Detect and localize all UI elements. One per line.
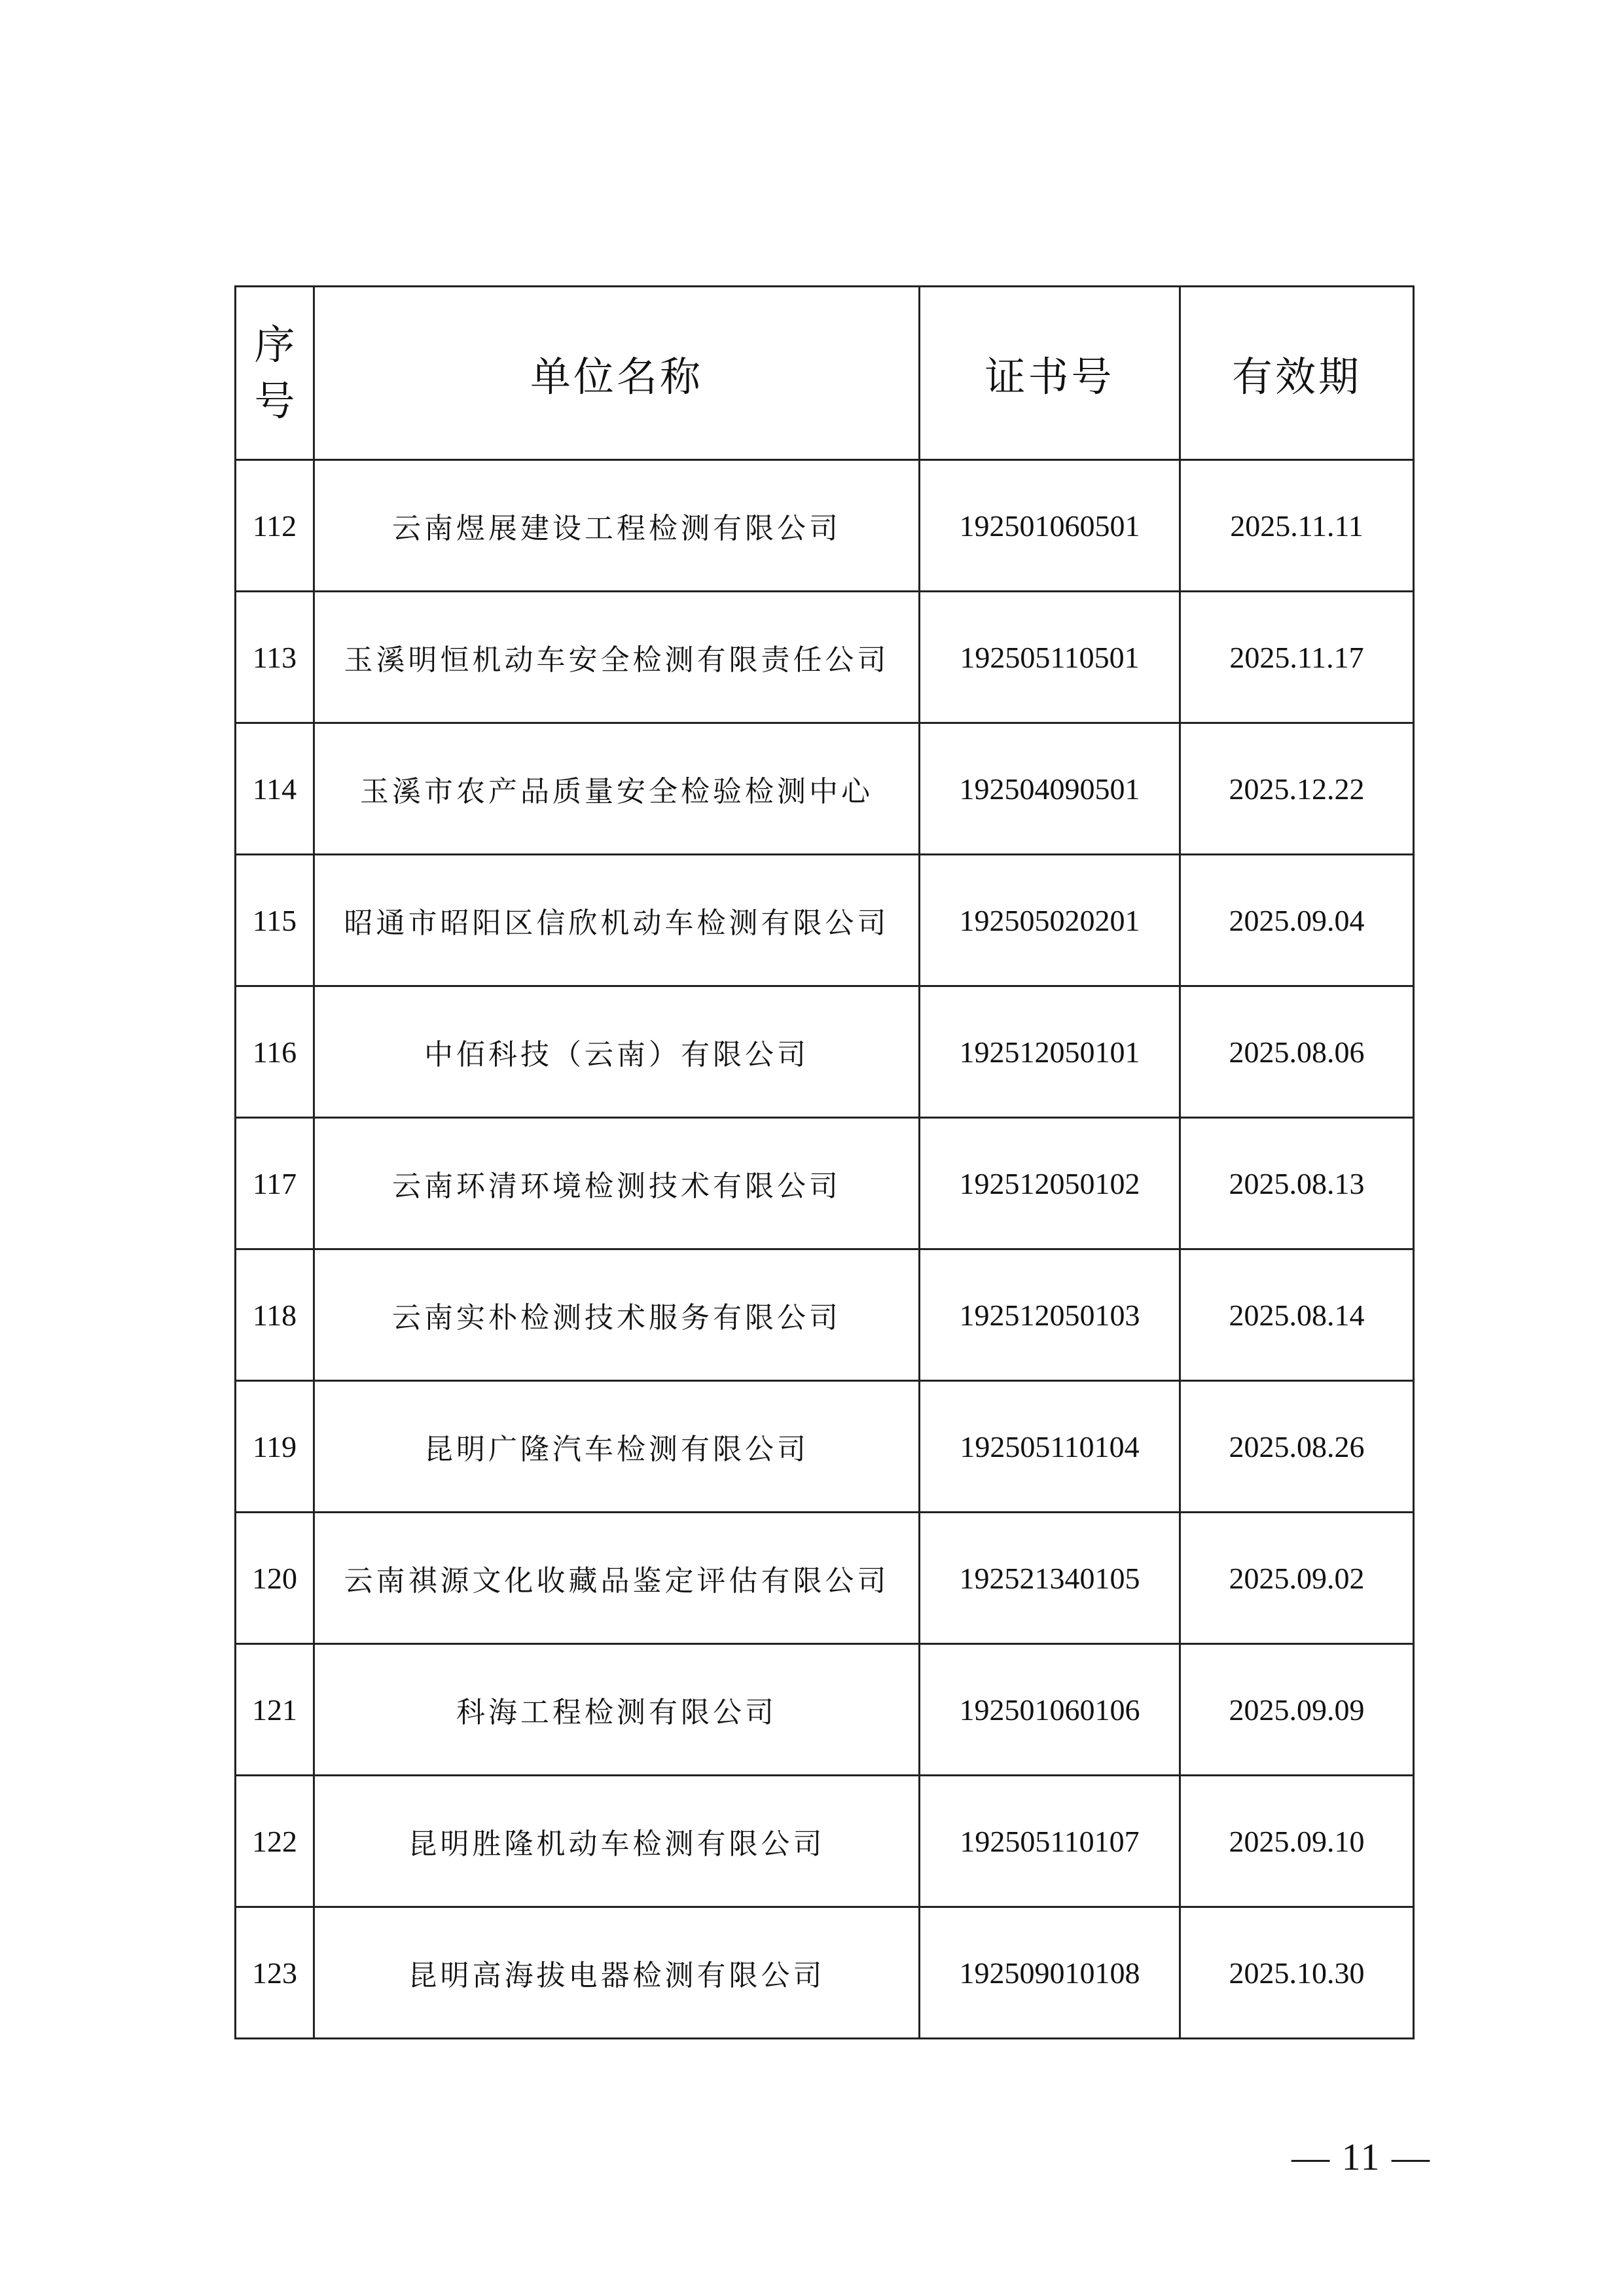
table-row <box>236 1381 1414 1513</box>
table-header-row <box>236 287 1414 460</box>
row-validity-date: 2025.12.22 <box>1180 723 1414 855</box>
row-unit-name: 云南煜展建设工程检测有限公司 <box>314 460 920 592</box>
table-row <box>236 723 1414 855</box>
header-validity-date: 有效期 <box>1180 287 1414 460</box>
table-row <box>236 1644 1414 1776</box>
header-unit-name: 单位名称 <box>314 287 920 460</box>
row-certificate-number: 192505020201 <box>920 855 1180 986</box>
row-unit-name: 云南环清环境检测技术有限公司 <box>314 1118 920 1249</box>
table-row <box>236 1907 1414 2039</box>
row-certificate-number: 192509010108 <box>920 1907 1180 2039</box>
row-unit-name: 昆明胜隆机动车检测有限公司 <box>314 1776 920 1907</box>
table-row <box>236 460 1414 592</box>
row-unit-name: 昆明广隆汽车检测有限公司 <box>314 1381 920 1513</box>
row-seq: 113 <box>236 592 314 723</box>
row-unit-name: 玉溪市农产品质量安全检验检测中心 <box>314 723 920 855</box>
row-certificate-number: 192521340105 <box>920 1513 1180 1644</box>
row-seq: 122 <box>236 1776 314 1907</box>
row-certificate-number: 192501060106 <box>920 1644 1180 1776</box>
page-number: — 11 — <box>1291 2136 1431 2178</box>
row-seq: 118 <box>236 1249 314 1381</box>
row-validity-date: 2025.08.06 <box>1180 986 1414 1118</box>
row-unit-name: 云南祺源文化收藏品鉴定评估有限公司 <box>314 1513 920 1644</box>
table-row <box>236 986 1414 1118</box>
row-unit-name: 昭通市昭阳区信欣机动车检测有限公司 <box>314 855 920 986</box>
table-row <box>236 1249 1414 1381</box>
certificate-table <box>234 285 1415 2039</box>
row-seq: 121 <box>236 1644 314 1776</box>
row-unit-name: 中佰科技（云南）有限公司 <box>314 986 920 1118</box>
row-validity-date: 2025.10.30 <box>1180 1907 1414 2039</box>
row-certificate-number: 192505110107 <box>920 1776 1180 1907</box>
row-validity-date: 2025.09.02 <box>1180 1513 1414 1644</box>
row-validity-date: 2025.08.14 <box>1180 1249 1414 1381</box>
row-seq: 114 <box>236 723 314 855</box>
row-certificate-number: 192512050103 <box>920 1249 1180 1381</box>
row-unit-name: 科海工程检测有限公司 <box>314 1644 920 1776</box>
row-seq: 123 <box>236 1907 314 2039</box>
row-certificate-number: 192512050101 <box>920 986 1180 1118</box>
header-seq <box>236 287 314 460</box>
row-seq: 119 <box>236 1381 314 1513</box>
row-seq: 120 <box>236 1513 314 1644</box>
row-certificate-number: 192504090501 <box>920 723 1180 855</box>
row-validity-date: 2025.08.26 <box>1180 1381 1414 1513</box>
row-seq: 116 <box>236 986 314 1118</box>
row-seq: 112 <box>236 460 314 592</box>
row-certificate-number: 192505110104 <box>920 1381 1180 1513</box>
row-validity-date: 2025.11.17 <box>1180 592 1414 723</box>
table-row <box>236 1776 1414 1907</box>
row-unit-name: 玉溪明恒机动车安全检测有限责任公司 <box>314 592 920 723</box>
row-certificate-number: 192505110501 <box>920 592 1180 723</box>
table-row <box>236 592 1414 723</box>
table-row <box>236 855 1414 986</box>
row-certificate-number: 192501060501 <box>920 460 1180 592</box>
header-seq-char: 序 <box>254 321 295 368</box>
header-seq-char: 号 <box>254 377 295 425</box>
row-seq: 115 <box>236 855 314 986</box>
row-validity-date: 2025.08.13 <box>1180 1118 1414 1249</box>
table-row <box>236 1118 1414 1249</box>
table-row <box>236 1513 1414 1644</box>
row-unit-name: 云南实朴检测技术服务有限公司 <box>314 1249 920 1381</box>
row-validity-date: 2025.09.09 <box>1180 1644 1414 1776</box>
row-seq: 117 <box>236 1118 314 1249</box>
row-unit-name: 昆明高海拔电器检测有限公司 <box>314 1907 920 2039</box>
row-certificate-number: 192512050102 <box>920 1118 1180 1249</box>
row-validity-date: 2025.09.10 <box>1180 1776 1414 1907</box>
header-certificate-number: 证书号 <box>920 287 1180 460</box>
row-validity-date: 2025.11.11 <box>1180 460 1414 592</box>
row-validity-date: 2025.09.04 <box>1180 855 1414 986</box>
